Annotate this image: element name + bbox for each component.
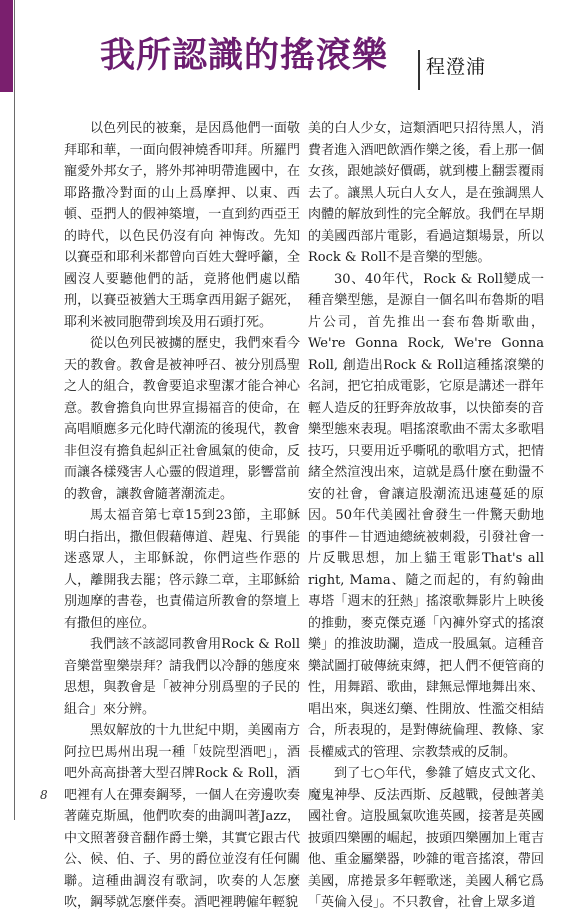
paragraph: 到了七○年代，參雜了嬉皮式文化、魔鬼神學、反法西斯、反越戰，侵蝕著美國社會。這股風氣吹進英國，接著是英國披頭四樂團的崛起，披頭四樂團加上電吉他、重金屬樂器，吵雜的電音搖滾，帶回美國，席捲景多年輕歌迷，美國人稱它爲「英倫入侵」。不只教會，社會上眾多道: [308, 766, 544, 910]
paragraph: 我們該不該認同教會用Rock & Roll音樂當聖樂崇拜？請我們以冷靜的態度來思想，與教會是「被神分別爲聖的子民的組合」來分辨。: [64, 637, 300, 717]
paragraph: 從以色列民被擄的歷史，我們來看今天的教會。教會是被神呼召、被分別爲聖之人的組合，教會要追求聖潔才能合神心意。教會擔負向世界宣揚福音的使命，在高唱順應多元化時代潮流的後現代，教會非但沒有擔負起糾正社會風氣的使命，反而讓各樣殘害人心靈的假道理，影響當前的教會，讓教會隨著潮流走。: [64, 336, 300, 502]
article-title: 我所認識的搖滾樂: [100, 35, 389, 76]
vertical-rule: [14, 0, 15, 820]
title-divider: [418, 50, 420, 90]
section-color-tab: [0, 0, 13, 92]
paragraph-continued: 美的白人少女，這類酒吧只招待黑人，消費者進入酒吧飲酒作樂之後，看上那一個女孩，跟她談好價碼，就到樓上翻雲覆雨去了。讓黑人玩白人女人，是在強調黑人肉體的解放到性的完全解放。我們在早期的美國西部片電影，看過這類場景，所以Rock & Roll不是音樂的型態。: [308, 121, 544, 265]
paragraph: 30、40年代，Rock & Roll變成一種音樂型態，是源自一個名叫布魯斯的唱片公司，首先推出一套布魯斯歌曲，We're Gonna Rock, We're Gonna Roll, 創造出Rock & Roll這種搖滾樂的名詞，把它拍成電影，它原是講述一群年輕人造反的狂野奔放故事，以快節奏的音樂型態來表現。唱搖滾歌曲不需太多歌唱技巧，只要用近乎嘶吼的歌唱方式，把情緒全然渲洩出來，這就是爲什麼在動盪不安的社會，會讓這股潮流迅速蔓延的原因。50年代美國社會發生一件驚天動地的事件－甘迺迪總統被刺殺，引發社會一片反戰思想，加上貓王電影That's all right, Mama、隨之而起的，有約翰曲專塔「週末的狂熱」搖滾歌舞影片上映後的推動，麥克傑克遜「內褲外穿式的搖滾樂」的推波助瀾，造成一股風氣。這種音樂試圖打破傳統束縛，把人們不便管商的性，用舞蹈、歌曲，肆無忌憚地舞出來、唱出來，與迷幻藥、性開放、性濫交相結合，所表現的，是對傳統倫理、教條、家長權威式的管理、宗教禁戒的反制。: [308, 271, 544, 760]
article-author: 程澄浦: [426, 56, 487, 78]
paragraph: 黑奴解放的十九世紀中期，美國南方阿拉巴馬州出現一種「妓院型酒吧」，酒吧外高高掛著大型召牌Rock & Roll，酒吧裡有人在彈奏鋼琴，一個人在旁邊吹奏著薩克斯風，他們吹奏的曲調叫著Jazz，中文照著發音翻作爵士樂，其實它跟古代公、候、伯、子、男的爵位並沒有任何關聯。這種曲調沒有歌詞，吹奏的人怎麼吹，鋼琴就怎麼伴奏。酒吧裡聘僱年輕貌: [64, 723, 300, 910]
left-column: [64, 118, 300, 914]
paragraph: 馬太福音第七章15到23節，主耶穌明白指出，撒但假藉傳道、趕鬼、行異能迷惑眾人，主耶穌說，你們這些作惡的人，離開我去罷；啓示錄二章，主耶穌給別迦摩的書卷，也責備這所教會的祭壇上有撒但的座位。: [64, 508, 300, 631]
right-column: [308, 118, 544, 914]
left-margin-bar: [0, 0, 24, 820]
paragraph: 以色列民的被棄，是因爲他們一面敬拜耶和華，一面向假神燒香叩拜。所羅門寵愛外邦女子，將外邦神明帶進國中，在耶路撒冷對面的山上爲摩押、以東、西頓、亞捫人的假神築壇，一直到約西亞王的時代，以色民仍沒有向 神悔改。先知以賽亞和耶利米都曾向百姓大聲呼籲，全國沒人要聽他們的話，竟將他們處以酷刑，以賽亞被猶大王瑪拿西用鋸子鋸死，耶利米被同胞帶到埃及用石頭打死。: [64, 121, 300, 330]
page-number: 8: [40, 788, 48, 802]
